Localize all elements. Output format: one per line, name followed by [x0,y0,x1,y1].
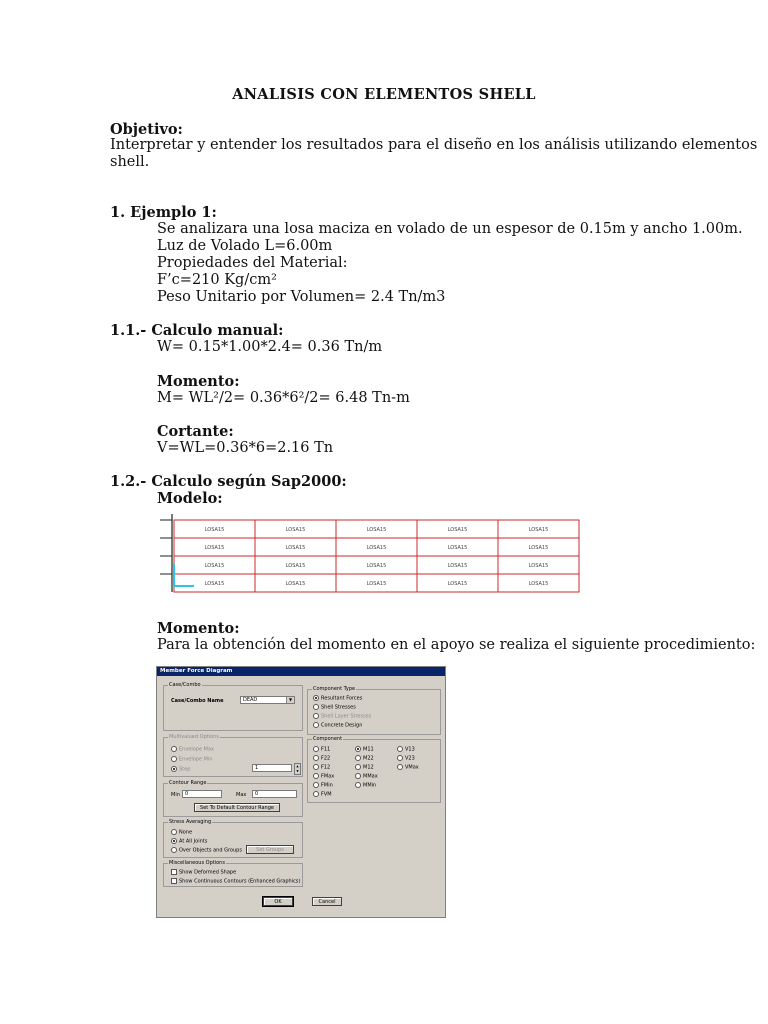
shell-element-label: LOSA15 [285,581,306,587]
max-input[interactable]: 0 [252,790,297,798]
component-type-group-label: Component Type [313,686,356,692]
shell-element-label: LOSA15 [366,527,387,533]
max-label: Max [236,792,247,798]
shell-element-label: LOSA15 [366,563,387,569]
default-contour-button[interactable]: Set To Default Contour Range [194,803,280,812]
shell-element-label: LOSA15 [447,545,468,551]
ejemplo-1-heading: 1. Ejemplo 1: [110,204,217,221]
show-contours-checkbox[interactable]: Show Continuous Contours (Enhanced Graphics) [171,878,300,885]
shell-element-label: LOSA15 [285,563,306,569]
shell-element-label: LOSA15 [447,563,468,569]
ejemplo-1-line: Luz de Volado L=6.00m [157,238,333,254]
component-vmax-radio[interactable]: VMax [397,764,419,771]
case-combo-group-label: Case/Combo [169,682,201,688]
stress-objects-groups-radio[interactable]: Over Objects and Groups [171,847,242,854]
dialog-title: Member Force Diagram [157,667,445,676]
calculo-manual-heading: 1.1.- Calculo manual: [110,322,284,339]
component-group [307,736,441,803]
component-mmin-radio[interactable]: MMin [355,782,376,789]
component-f12-radio[interactable]: F12 [313,764,330,771]
component-m22-radio[interactable]: M22 [355,755,374,762]
objetivo-text-line-2: shell. [110,154,150,170]
component-mmax-radio[interactable]: MMax [355,773,378,780]
momento-2-heading: Momento: [157,620,240,637]
shell-layer-stresses-radio[interactable]: Shell Layer Stresses [313,713,371,720]
component-v13-radio[interactable]: V13 [397,746,415,753]
shell-element-label: LOSA15 [528,527,549,533]
stress-averaging-group-label: Stress Averaging [169,819,212,825]
resultant-forces-radio[interactable]: Resultant Forces [313,695,362,702]
shell-element-label: LOSA15 [447,581,468,587]
ok-button[interactable]: OK [263,897,293,906]
document-title: ANALISIS CON ELEMENTOS SHELL [232,86,536,103]
shell-model-grid-image [160,514,585,594]
component-v23-radio[interactable]: V23 [397,755,415,762]
envelope-min-radio[interactable]: Envelope Min [171,756,213,763]
shell-element-label: LOSA15 [285,527,306,533]
shell-element-label: LOSA15 [204,545,225,551]
contour-range-group-label: Contour Range [169,780,207,786]
component-m11-radio[interactable]: M11 [355,746,374,753]
spinner-icon[interactable]: ▲ ▼ [294,763,301,775]
min-label: Min [171,792,180,798]
component-fvm-radio[interactable]: FVM [313,791,332,798]
misc-options-group-label: Miscellaneous Options [169,860,225,866]
component-group-label: Component [313,736,343,742]
component-type-group [307,686,441,735]
cancel-button[interactable]: Cancel [312,897,342,906]
stress-averaging-group [163,819,303,858]
shell-element-label: LOSA15 [204,527,225,533]
case-combo-group [163,682,303,731]
sap2000-heading: 1.2.- Calculo según Sap2000: [110,473,347,490]
component-m12-radio[interactable]: M12 [355,764,374,771]
shell-element-label: LOSA15 [528,563,549,569]
shell-element-label: LOSA15 [366,581,387,587]
component-fmax-radio[interactable]: FMax [313,773,334,780]
modelo-heading: Modelo: [157,490,223,507]
multivalued-group-label: Multivalued Options [169,734,219,740]
momento-formula: M= WL²/2= 0.36*6²/2= 6.48 Tn-m [157,390,410,406]
momento-heading: Momento: [157,373,240,390]
component-f22-radio[interactable]: F22 [313,755,330,762]
misc-options-group [163,860,303,887]
cortante-heading: Cortante: [157,423,234,440]
case-combo-name-label: Case/Combo Name [171,698,224,704]
multivalued-options-group [163,734,303,777]
set-groups-button[interactable]: Set Groups [246,845,294,854]
envelope-max-radio[interactable]: Envelope Max [171,746,214,753]
axis-icon [174,564,194,586]
shell-element-label: LOSA15 [447,527,468,533]
ejemplo-1-line: Propiedades del Material: [157,255,348,271]
min-input[interactable]: 0 [182,790,222,798]
shell-element-label: LOSA15 [204,581,225,587]
shell-element-label: LOSA15 [204,563,225,569]
shell-element-label: LOSA15 [285,545,306,551]
objetivo-heading: Objetivo: [110,121,183,138]
ejemplo-1-line: Se analizara una losa maciza en volado de un espesor de 0.15m y ancho 1.00m. [157,221,743,237]
shell-element-label: LOSA15 [366,545,387,551]
shell-stresses-radio[interactable]: Shell Stresses [313,704,356,711]
shell-element-label: LOSA15 [528,581,549,587]
w-formula: W= 0.15*1.00*2.4= 0.36 Tn/m [157,339,383,355]
component-f11-radio[interactable]: F11 [313,746,330,753]
chevron-down-icon: ▼ [286,697,294,703]
momento-2-text: Para la obtención del momento en el apoyo se realiza el siguiente procedimiento: [157,637,756,653]
component-fmin-radio[interactable]: FMin [313,782,333,789]
step-input[interactable]: 1 [252,764,292,772]
show-deformed-checkbox[interactable]: Show Deformed Shape [171,869,236,876]
objetivo-text-line-1: Interpretar y entender los resultados para el diseño en los análisis utilizando elementos [110,137,758,153]
ejemplo-1-line: Peso Unitario por Volumen= 2.4 Tn/m3 [157,289,446,305]
shell-element-label: LOSA15 [528,545,549,551]
concrete-design-radio[interactable]: Concrete Design [313,722,362,729]
member-force-diagram-dialog [156,666,446,918]
case-combo-select[interactable] [240,696,295,704]
step-radio[interactable]: Step [171,766,190,773]
cortante-formula: V=WL=0.36*6=2.16 Tn [157,440,334,456]
ejemplo-1-line: F’c=210 Kg/cm² [157,272,277,288]
case-combo-value: DEAD [243,697,258,703]
stress-none-radio[interactable]: None [171,829,192,836]
contour-range-group [163,780,303,817]
stress-all-joints-radio[interactable]: At All Joints [171,838,207,845]
